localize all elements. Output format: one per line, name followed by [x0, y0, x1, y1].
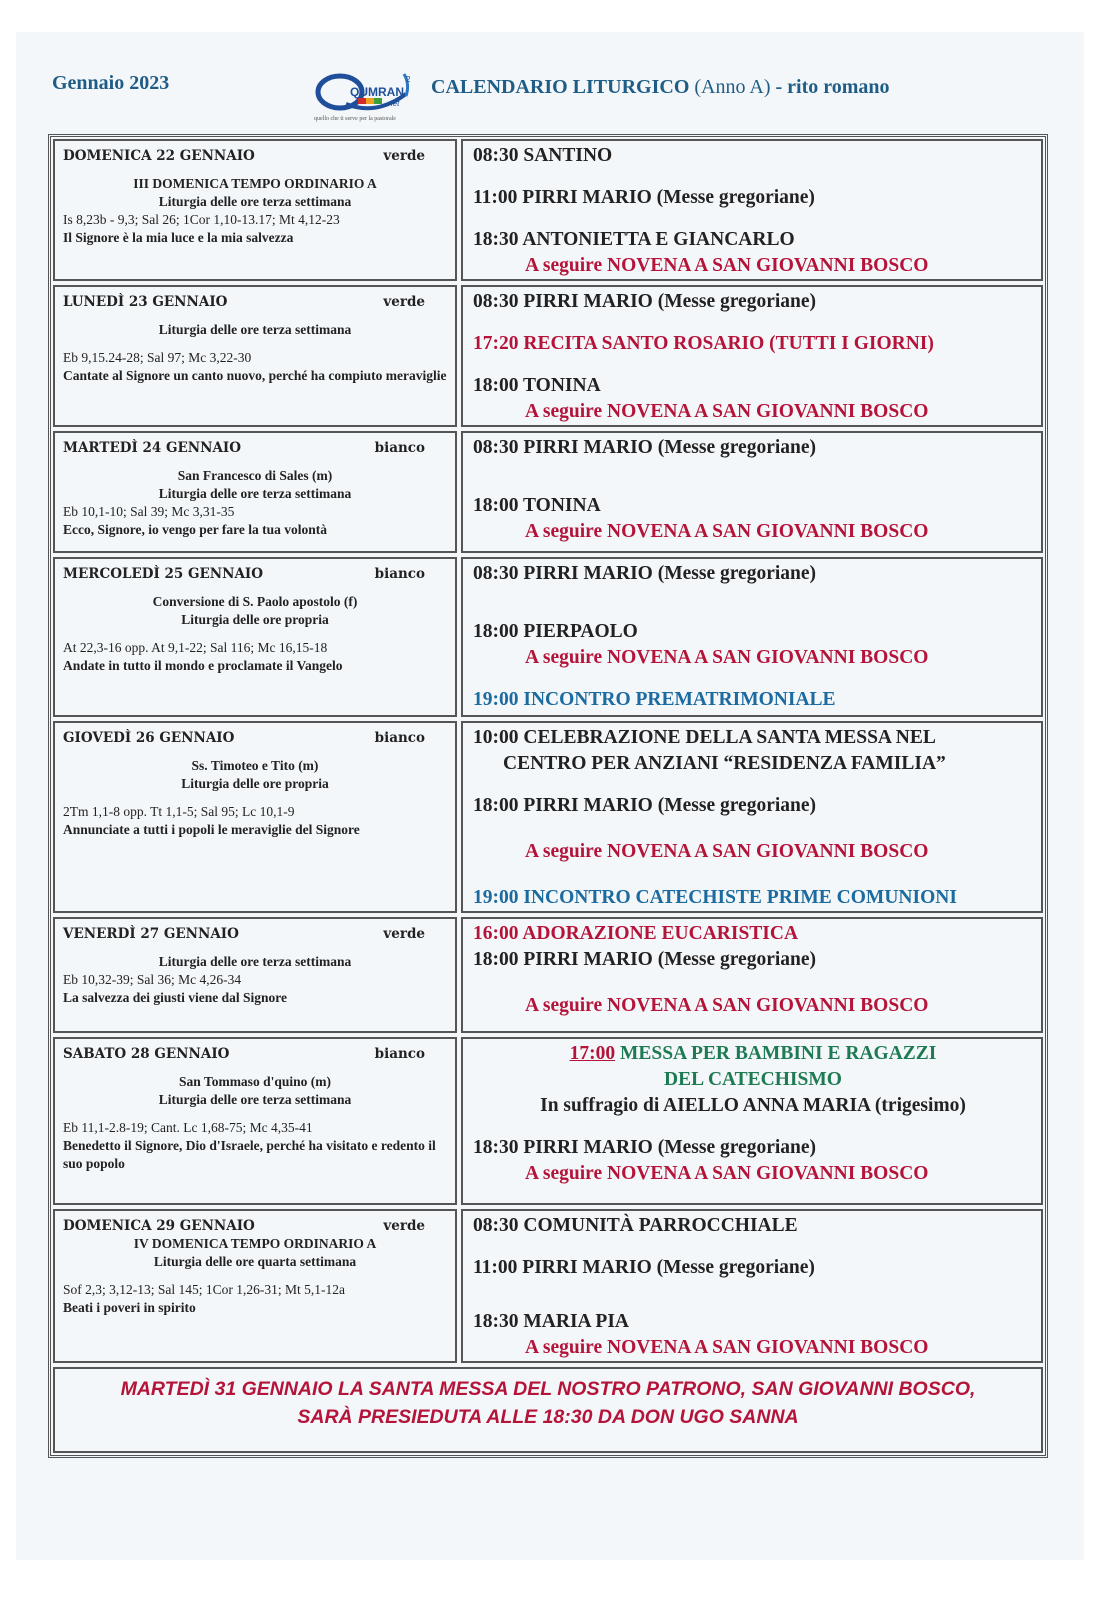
novena-followup: A seguire NOVENA A SAN GIOVANNI BOSCO: [525, 647, 929, 668]
readings: Eb 10,32-39; Sal 36; Mc 4,26-34: [63, 972, 242, 987]
svg-text:2: 2: [406, 75, 411, 84]
liturgy-hours: Liturgia delle ore terza settimana: [158, 322, 352, 337]
antiphon: Cantate al Signore un canto nuovo, perché ha compiuto meraviglie: [63, 368, 447, 383]
celebration: Ss. Timoteo e Tito (m): [191, 758, 319, 773]
day-events: [461, 917, 1043, 1033]
day-date: DOMENICA 29 GENNAIO: [63, 1218, 255, 1234]
event-item: 18:00 TONINA: [473, 375, 601, 396]
liturgical-color: verde: [383, 148, 425, 164]
day-events: [461, 285, 1043, 427]
day-date: SABATO 28 GENNAIO: [63, 1046, 230, 1062]
novena-followup: A seguire NOVENA A SAN GIOVANNI BOSCO: [525, 401, 929, 422]
announcement-line: MARTEDÌ 31 GENNAIO LA SANTA MESSA DEL NOSTRO PATRONO, SAN GIOVANNI BOSCO,: [120, 1378, 976, 1400]
antiphon: Andate in tutto il mondo e proclamate il Vangelo: [63, 658, 343, 673]
day-row: [53, 1037, 1043, 1205]
day-events: [461, 139, 1043, 281]
day-info: [53, 1037, 457, 1205]
patron-announcement: [53, 1367, 1043, 1453]
day-info: [53, 917, 457, 1033]
event-item: 11:00 PIRRI MARIO (Messe gregoriane): [473, 187, 815, 208]
liturgy-hours: Liturgia delle ore propria: [181, 776, 329, 791]
event-item: 08:30 PIRRI MARIO (Messe gregoriane): [473, 437, 817, 458]
event-item: 18:30 ANTONIETTA E GIANCARLO: [473, 229, 795, 250]
document-title: CALENDARIO LITURGICO (Anno A) - rito romano: [431, 76, 890, 98]
celebration: San Francesco di Sales (m): [177, 468, 333, 483]
novena-followup: A seguire NOVENA A SAN GIOVANNI BOSCO: [525, 995, 929, 1016]
antiphon: Ecco, Signore, io vengo per fare la tua volontà: [63, 522, 327, 537]
day-row: [53, 721, 1043, 913]
day-events: [461, 1209, 1043, 1363]
day-info: [53, 431, 457, 553]
special-event-time: 17:00: [569, 1043, 616, 1064]
liturgy-hours: Liturgia delle ore terza settimana: [158, 194, 352, 209]
liturgical-color: verde: [383, 1218, 425, 1234]
day-row: [53, 557, 1043, 717]
svg-text:.net: .net: [386, 99, 400, 108]
day-date: MERCOLEDÌ 25 GENNAIO: [63, 566, 263, 582]
event-item: 17:20 RECITA SANTO ROSARIO (TUTTI I GIORNI): [473, 333, 934, 354]
readings: 2Tm 1,1-8 opp. Tt 1,1-5; Sal 95; Lc 10,1-9: [63, 804, 295, 819]
day-events: [461, 431, 1043, 553]
liturgy-hours: Liturgia delle ore terza settimana: [158, 486, 352, 501]
novena-followup: A seguire NOVENA A SAN GIOVANNI BOSCO: [525, 841, 929, 862]
liturgy-hours: Liturgia delle ore terza settimana: [158, 1092, 352, 1107]
event-item-extra: 19:00 INCONTRO PREMATRIMONIALE: [473, 689, 836, 710]
svg-text:quello che ti serve per la pas: quello che ti serve per la pastorale: [314, 116, 396, 122]
event-item: 18:00 PIRRI MARIO (Messe gregoriane): [473, 949, 817, 970]
day-info: [53, 721, 457, 913]
event-item: 18:00 PIERPAOLO: [473, 621, 638, 642]
antiphon: Annunciate a tutti i popoli le meraviglie del Signore: [63, 822, 360, 837]
celebration: San Tommaso d'quino (m): [179, 1074, 331, 1089]
event-item-extra: 19:00 INCONTRO CATECHISTE PRIME COMUNIONI: [473, 887, 957, 908]
day-info: [53, 285, 457, 427]
readings: Eb 9,15.24-28; Sal 97; Mc 3,22-30: [63, 350, 252, 365]
readings: Is 8,23b - 9,3; Sal 26; 1Cor 1,10-13.17; Mt 4,12-23: [63, 212, 340, 227]
month-title: Gennaio 2023: [52, 72, 170, 94]
novena-followup: A seguire NOVENA A SAN GIOVANNI BOSCO: [525, 255, 929, 276]
event-item: 18:00 TONINA: [473, 495, 601, 516]
day-date: MARTEDÌ 24 GENNAIO: [63, 440, 241, 456]
day-row: [53, 917, 1043, 1033]
celebration: IV DOMENICA TEMPO ORDINARIO A: [133, 1236, 377, 1251]
day-date: VENERDÌ 27 GENNAIO: [63, 926, 239, 942]
liturgy-hours: Liturgia delle ore terza settimana: [158, 954, 352, 969]
special-event-intention: In suffragio di AIELLO ANNA MARIA (trigesimo): [540, 1095, 966, 1116]
special-event: 17:00 MESSA PER BAMBINI E RAGAZZI DEL CATECHISMO In suffragio di AIELLO ANNA MARIA (trigesimo): [473, 1041, 1033, 1119]
event-item-continuation: CENTRO PER ANZIANI “RESIDENZA FAMILIA”: [503, 753, 946, 774]
logo-text: QUMRAN: [350, 85, 404, 99]
event-item: 18:30 PIRRI MARIO (Messe gregoriane): [473, 1137, 817, 1158]
day-date: LUNEDÌ 23 GENNAIO: [63, 294, 228, 310]
day-row: [53, 285, 1043, 427]
event-item: 08:30 PIRRI MARIO (Messe gregoriane): [473, 563, 817, 584]
event-item: 08:30 COMUNITÀ PARROCCHIALE: [473, 1215, 798, 1236]
antiphon: Il Signore è la mia luce e la mia salvezza: [63, 230, 294, 245]
qumran-logo: [306, 68, 424, 128]
celebration: Conversione di S. Paolo apostolo (f): [152, 594, 358, 609]
day-events: [461, 1037, 1043, 1205]
liturgical-color: bianco: [374, 730, 425, 746]
day-info: [53, 139, 457, 281]
antiphon: Beati i poveri in spirito: [63, 1300, 196, 1315]
day-date: GIOVEDÌ 26 GENNAIO: [63, 730, 235, 746]
calendar-table: [48, 134, 1048, 1458]
event-item: 18:30 MARIA PIA: [473, 1311, 629, 1332]
logo-icon: [306, 68, 424, 128]
day-info: [53, 1209, 457, 1363]
day-events: [461, 721, 1043, 913]
antiphon: La salvezza dei giusti viene dal Signore: [63, 990, 288, 1005]
day-events: [461, 557, 1043, 717]
liturgical-color: verde: [383, 926, 425, 942]
liturgical-color: verde: [383, 294, 425, 310]
event-item: 08:30 SANTINO: [473, 145, 613, 166]
celebration: III DOMENICA TEMPO ORDINARIO A: [133, 176, 377, 191]
novena-followup: A seguire NOVENA A SAN GIOVANNI BOSCO: [525, 521, 929, 542]
announcement-line: SARÀ PRESIEDUTA ALLE 18:30 DA DON UGO SANNA: [297, 1406, 799, 1428]
day-row: [53, 139, 1043, 281]
liturgical-color: bianco: [374, 566, 425, 582]
day-row: [53, 1209, 1043, 1363]
readings: At 22,3-16 opp. At 9,1-22; Sal 116; Mc 16,15-18: [63, 640, 328, 655]
liturgy-hours: Liturgia delle ore quarta settimana: [153, 1254, 357, 1269]
liturgical-color: bianco: [374, 1046, 425, 1062]
liturgical-color: bianco: [374, 440, 425, 456]
liturgy-hours: Liturgia delle ore propria: [181, 612, 329, 627]
day-date: DOMENICA 22 GENNAIO: [63, 148, 255, 164]
event-item: 18:00 PIRRI MARIO (Messe gregoriane): [473, 795, 817, 816]
day-row: [53, 431, 1043, 553]
antiphon: Benedetto il Signore, Dio d'Israele, perché ha visitato e redento il suo popolo: [63, 1138, 436, 1171]
event-item: 16:00 ADORAZIONE EUCARISTICA: [473, 923, 799, 944]
event-item: 08:30 PIRRI MARIO (Messe gregoriane): [473, 291, 817, 312]
readings: Eb 11,1-2.8-19; Cant. Lc 1,68-75; Mc 4,35-41: [63, 1120, 313, 1135]
event-item: 11:00 PIRRI MARIO (Messe gregoriane): [473, 1257, 815, 1278]
novena-followup: A seguire NOVENA A SAN GIOVANNI BOSCO: [525, 1337, 929, 1358]
special-event-title: MESSA PER BAMBINI E RAGAZZI: [619, 1043, 937, 1064]
readings: Sof 2,3; 3,12-13; Sal 145; 1Cor 1,26-31; Mt 5,1-12a: [63, 1282, 345, 1297]
readings: Eb 10,1-10; Sal 39; Mc 3,31-35: [63, 504, 235, 519]
novena-followup: A seguire NOVENA A SAN GIOVANNI BOSCO: [525, 1163, 929, 1184]
day-info: [53, 557, 457, 717]
event-item: 10:00 CELEBRAZIONE DELLA SANTA MESSA NEL: [473, 727, 936, 748]
